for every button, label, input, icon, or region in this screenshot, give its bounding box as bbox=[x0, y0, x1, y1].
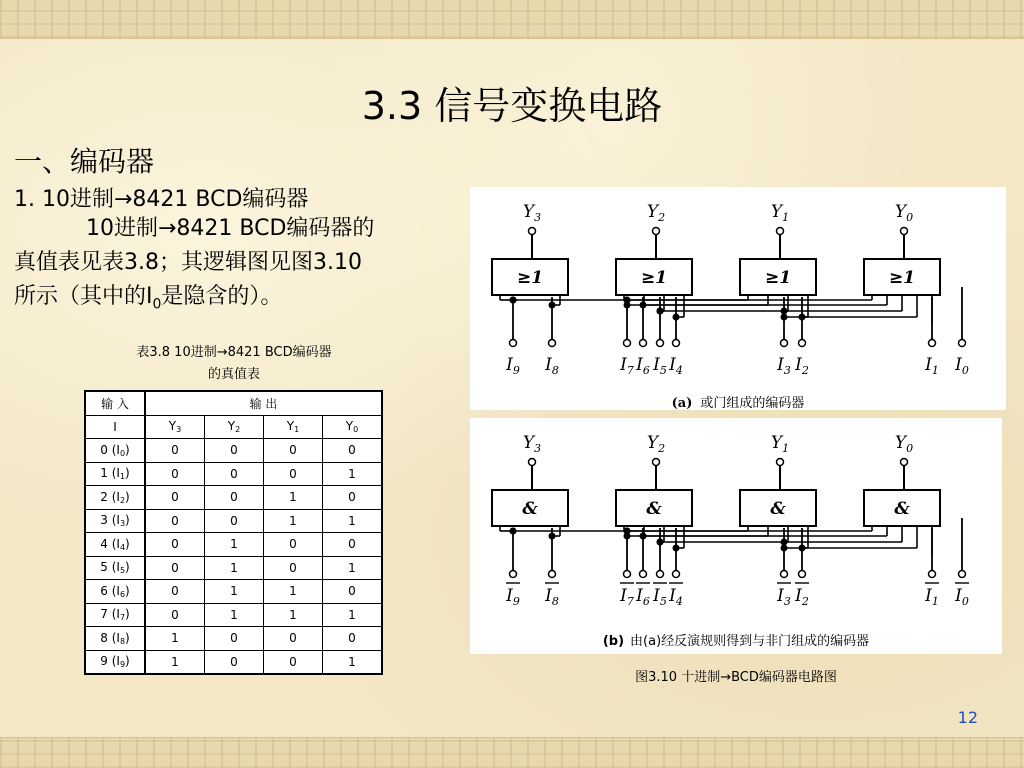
table-header-row-1 bbox=[85, 391, 382, 415]
input-terminal bbox=[799, 571, 806, 578]
output-terminal bbox=[529, 228, 536, 235]
cell-y1: 0 bbox=[264, 650, 323, 674]
cell-y3: 0 bbox=[145, 439, 205, 463]
table-row bbox=[85, 509, 382, 533]
cell-y2: 0 bbox=[205, 627, 264, 651]
page-number: 12 bbox=[957, 708, 978, 727]
gate-symbol: & bbox=[894, 499, 910, 519]
description-paragraph bbox=[14, 212, 464, 321]
output-terminal bbox=[653, 228, 660, 235]
header-col-i: I bbox=[85, 415, 145, 439]
cell-y0: 1 bbox=[323, 462, 383, 486]
table-row bbox=[85, 462, 382, 486]
cell-input: 2 $(I_2)$ bbox=[85, 486, 145, 510]
cell-y3: 0 bbox=[145, 486, 205, 510]
gate-symbol: & bbox=[646, 499, 662, 519]
subsection-heading: 1. 10进制→8421 BCD编码器 bbox=[14, 187, 309, 212]
cell-y0: 0 bbox=[323, 439, 383, 463]
or-gate-circuit-diagram bbox=[470, 187, 1006, 387]
gate-symbol: ≥1 bbox=[764, 268, 792, 288]
input-label: $I_6$ bbox=[636, 586, 650, 608]
decorative-bottom-border bbox=[0, 737, 1024, 768]
cell-y2: 1 bbox=[205, 603, 264, 627]
cell-y1: 0 bbox=[264, 533, 323, 557]
input-terminal bbox=[640, 571, 647, 578]
cell-y2: 0 bbox=[205, 462, 264, 486]
input-terminal bbox=[799, 340, 806, 347]
cell-y2: 0 bbox=[205, 439, 264, 463]
cell-y0: 0 bbox=[323, 486, 383, 510]
cell-y2: 1 bbox=[205, 580, 264, 604]
gate-symbol: & bbox=[522, 499, 538, 519]
input-label: $I_4$ bbox=[669, 586, 683, 608]
input-terminal bbox=[549, 571, 556, 578]
cell-y1: 0 bbox=[264, 627, 323, 651]
cell-input: 5 $(I_5)$ bbox=[85, 556, 145, 580]
cell-y2: 1 bbox=[205, 533, 264, 557]
cell-y2: 0 bbox=[205, 650, 264, 674]
output-terminal bbox=[653, 459, 660, 466]
slide-title: 3.3 信号变换电路 bbox=[361, 84, 663, 128]
header-output: 输 出 bbox=[145, 391, 382, 415]
cell-y3: 0 bbox=[145, 556, 205, 580]
cell-y1: 0 bbox=[264, 462, 323, 486]
input-terminal bbox=[959, 571, 966, 578]
decorative-top-border bbox=[0, 0, 1024, 39]
cell-input: 8 $(I_8)$ bbox=[85, 627, 145, 651]
header-col-y2: $Y_2$ bbox=[205, 415, 264, 439]
input-terminal bbox=[624, 340, 631, 347]
output-terminal bbox=[901, 459, 908, 466]
cell-y1: 1 bbox=[264, 603, 323, 627]
input-label: $I_5$ bbox=[653, 586, 667, 608]
paragraph-line-2: 真值表见表3.8；其逻辑图见图3.10 bbox=[14, 250, 362, 275]
table-row bbox=[85, 533, 382, 557]
input-label: $I_6$ bbox=[636, 355, 650, 377]
input-label: $I_4$ bbox=[669, 355, 683, 377]
output-label: $Y_0$ bbox=[894, 202, 914, 224]
header-col-y1: $Y_1$ bbox=[264, 415, 323, 439]
input-label: $I_1$ bbox=[925, 586, 939, 608]
input-terminal bbox=[673, 571, 680, 578]
section-heading: 一、编码器 bbox=[14, 145, 155, 178]
input-label: $I_0$ bbox=[955, 586, 969, 608]
input-label: $I_2$ bbox=[795, 355, 809, 377]
cell-y0: 0 bbox=[323, 533, 383, 557]
input-label: $I_5$ bbox=[653, 355, 667, 377]
gate-symbol: ≥1 bbox=[888, 268, 916, 288]
output-label: $Y_0$ bbox=[894, 433, 914, 455]
input-terminal bbox=[929, 571, 936, 578]
output-label: $Y_1$ bbox=[770, 433, 790, 455]
cell-y2: 0 bbox=[205, 486, 264, 510]
cell-y3: 0 bbox=[145, 603, 205, 627]
input-terminal bbox=[929, 340, 936, 347]
input-terminal bbox=[657, 571, 664, 578]
output-terminal bbox=[529, 459, 536, 466]
cell-y3: 0 bbox=[145, 580, 205, 604]
table-row bbox=[85, 486, 382, 510]
input-terminal bbox=[640, 340, 647, 347]
figure-b-nand-encoder bbox=[470, 418, 1002, 654]
input-label: $I_3$ bbox=[777, 586, 791, 608]
table-header-row-2 bbox=[85, 415, 382, 439]
table-row bbox=[85, 650, 382, 674]
output-terminal bbox=[901, 228, 908, 235]
cell-y3: 0 bbox=[145, 509, 205, 533]
input-terminal bbox=[781, 571, 788, 578]
cell-y0: 1 bbox=[323, 509, 383, 533]
input-label: $I_9$ bbox=[506, 355, 520, 377]
figure-a-caption: (a) 或门组成的编码器 bbox=[671, 396, 805, 411]
table-row bbox=[85, 603, 382, 627]
cell-input: 6 $(I_6)$ bbox=[85, 580, 145, 604]
truth-table bbox=[84, 390, 383, 675]
figure-b-caption: (b) 由(a)经反演规则得到与非门组成的编码器 bbox=[602, 634, 870, 649]
cell-input: 9 $(I_9)$ bbox=[85, 650, 145, 674]
input-terminal bbox=[959, 340, 966, 347]
cell-y1: 0 bbox=[264, 556, 323, 580]
table-row bbox=[85, 439, 382, 463]
cell-input: 0 $(I_0)$ bbox=[85, 439, 145, 463]
output-label: $Y_3$ bbox=[522, 433, 542, 455]
cell-y3: 0 bbox=[145, 462, 205, 486]
input-terminal bbox=[657, 340, 664, 347]
input-label: $I_9$ bbox=[506, 586, 520, 608]
output-label: $Y_2$ bbox=[646, 433, 666, 455]
header-input: 输 入 bbox=[85, 391, 145, 415]
cell-y0: 0 bbox=[323, 627, 383, 651]
cell-y1: 1 bbox=[264, 486, 323, 510]
input-label: $I_1$ bbox=[925, 355, 939, 377]
input-terminal bbox=[673, 340, 680, 347]
cell-y3: 1 bbox=[145, 650, 205, 674]
table-row bbox=[85, 556, 382, 580]
output-label: $Y_3$ bbox=[522, 202, 542, 224]
output-terminal bbox=[777, 459, 784, 466]
cell-input: 7 $(I_7)$ bbox=[85, 603, 145, 627]
cell-input: 4 $(I_4)$ bbox=[85, 533, 145, 557]
cell-y1: 1 bbox=[264, 580, 323, 604]
table-row bbox=[85, 627, 382, 651]
input-label: $I_8$ bbox=[545, 355, 559, 377]
input-label: $I_2$ bbox=[795, 586, 809, 608]
paragraph-line-1: 10进制→8421 BCD编码器的 bbox=[86, 216, 375, 241]
cell-y0: 0 bbox=[323, 580, 383, 604]
cell-y2: 1 bbox=[205, 556, 264, 580]
input-terminal bbox=[624, 571, 631, 578]
paragraph-line-3: 所示（其中的$I_0$是隐含的）。 bbox=[14, 284, 283, 313]
input-terminal bbox=[549, 340, 556, 347]
gate-symbol: ≥1 bbox=[640, 268, 668, 288]
output-terminal bbox=[777, 228, 784, 235]
cell-y2: 0 bbox=[205, 509, 264, 533]
header-col-y0: $Y_0$ bbox=[323, 415, 383, 439]
cell-y1: 1 bbox=[264, 509, 323, 533]
cell-y3: 1 bbox=[145, 627, 205, 651]
gate-symbol: ≥1 bbox=[516, 268, 544, 288]
input-label: $I_8$ bbox=[545, 586, 559, 608]
cell-y0: 1 bbox=[323, 650, 383, 674]
input-terminal bbox=[510, 571, 517, 578]
input-label: $I_7$ bbox=[620, 355, 634, 377]
header-col-y3: $Y_3$ bbox=[145, 415, 205, 439]
output-label: $Y_2$ bbox=[646, 202, 666, 224]
cell-y0: 1 bbox=[323, 556, 383, 580]
input-label: $I_7$ bbox=[620, 586, 634, 608]
input-terminal bbox=[510, 340, 517, 347]
cell-y1: 0 bbox=[264, 439, 323, 463]
gate-symbol: & bbox=[770, 499, 786, 519]
cell-input: 3 $(I_3)$ bbox=[85, 509, 145, 533]
table-caption: 表3.8 10进制→8421 BCD编码器 的真值表 bbox=[136, 345, 332, 382]
input-terminal bbox=[781, 340, 788, 347]
cell-y0: 1 bbox=[323, 603, 383, 627]
output-label: $Y_1$ bbox=[770, 202, 790, 224]
input-label: $I_0$ bbox=[955, 355, 969, 377]
figure-title: 图3.10 十进制→BCD编码器电路图 bbox=[635, 670, 837, 685]
nand-gate-circuit-diagram bbox=[470, 418, 1002, 623]
cell-input: 1 $(I_1)$ bbox=[85, 462, 145, 486]
table-row bbox=[85, 580, 382, 604]
cell-y3: 0 bbox=[145, 533, 205, 557]
input-label: $I_3$ bbox=[777, 355, 791, 377]
figure-a-or-encoder bbox=[470, 187, 1006, 410]
